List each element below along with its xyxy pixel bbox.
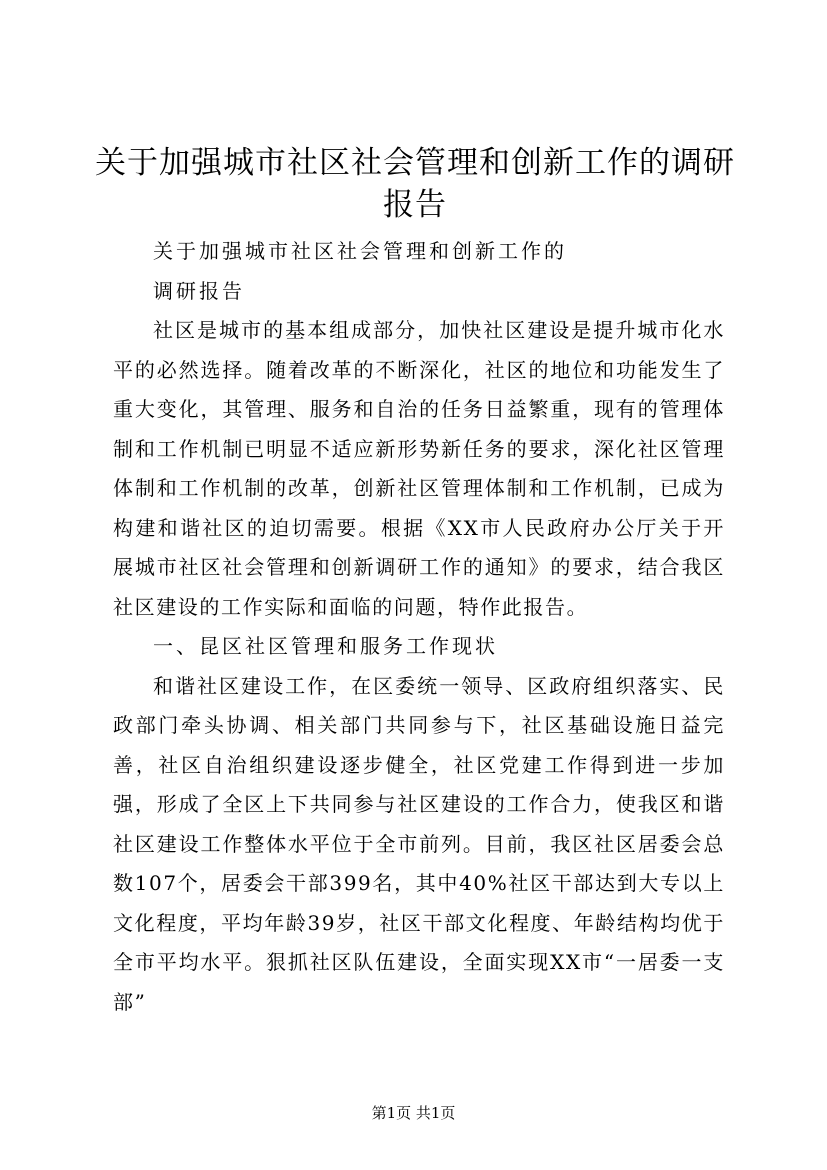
page-footer: 第1页 共1页 bbox=[371, 1104, 456, 1122]
document-title: 关于加强城市社区社会管理和创新工作的调研报告 bbox=[95, 145, 735, 223]
paragraph-section-1: 和谐社区建设工作，在区委统一领导、区政府组织落实、民政部门牵头协调、相关部门共同参与下，社区基础设施日益完善，社区自治组织建设逐步健全，社区党建工作得到进一步加强，形成了全区上下共同参与社区建设的工作合力，使我区和谐社区建设工作整体水平位于全市前列。目前，我区社区居委会总数107个，居委会干部399名，其中40%社区干部达到大专以上文化程度，平均年龄39岁，社区干部文化程度、年龄结构均优于全市平均水平。狠抓社区队伍建设，全面实现XX市“一居委一支部” bbox=[113, 673, 725, 1014]
section-heading-1: 一、昆区社区管理和服务工作现状 bbox=[153, 634, 498, 658]
paragraph-intro: 社区是城市的基本组成部分，加快社区建设是提升城市化水平的必然选择。随着改革的不断深化，社区的地位和功能发生了重大变化，其管理、服务和自治的任务日益繁重，现有的管理体制和工作机制已明显不适应新形势新任务的要求，深化社区管理体制和工作机制的改革，创新社区管理体制和工作机制，已成为构建和谐社区的迫切需要。根据《XX市人民政府办公厅关于开展城市社区社会管理和创新调研工作的通知》的要求，结合我区社区建设的工作实际和面临的问题，特作此报告。 bbox=[113, 318, 725, 619]
subtitle-line-2: 调研报告 bbox=[153, 278, 245, 303]
subtitle-line-1: 关于加强城市社区社会管理和创新工作的 bbox=[153, 239, 567, 263]
document-body bbox=[113, 232, 725, 1022]
